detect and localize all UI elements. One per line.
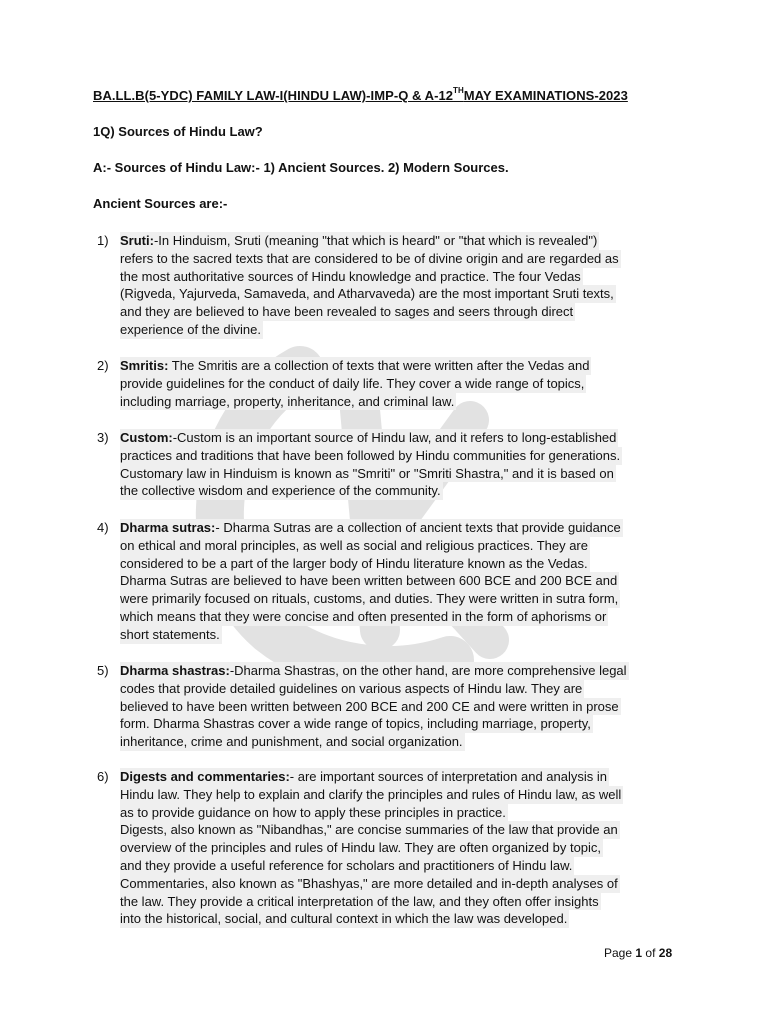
item-number: 6) [97,769,109,784]
item-line: provide guidelines for the conduct of daily life. They cover a wide range of topics, [120,375,585,391]
item-line: the law. They provide a critical interpretation of the law, and they often offer insights [120,893,599,909]
item-number: 3) [97,430,109,445]
item-line: Digests, also known as "Nibandhas," are concise summaries of the law that provide an [120,822,618,838]
item-line: which means that they were concise and often presented in the form of aphorisms or [120,608,607,624]
item-line: Digests and commentaries:- are important sources of interpretation and analysis in [120,769,607,784]
item-line: Sruti:-In Hinduism, Sruti (meaning "that which is heard" or "that which is revealed") [120,233,598,248]
item-term: Smritis: [120,358,169,373]
item-line: Dharma shastras:-Dharma Shastras, on the other hand, are more comprehensive legal [120,663,627,678]
page-number-footer [604,946,672,960]
item-line: on ethical and moral principles, as well as social and religious practices. They are [120,537,588,553]
item-text [120,519,680,644]
item-line: into the historical, social, and cultural context in which the law was developed. [120,911,568,927]
item-term: Digests and commentaries: [120,769,290,784]
item-line: practices and traditions that have been followed by Hindu communities for generations. [120,447,621,463]
item-line: Dharma Sutras are believed to have been written between 600 BCE and 200 BCE and [120,573,618,589]
title-main: BA.LL.B(5-YDC) FAMILY LAW-I(HINDU LAW)-IMP-Q & A-12 [93,88,454,103]
item-number: 5) [97,663,109,678]
item-text [120,232,680,339]
item-text [120,429,680,500]
item-line: codes that provide detailed guidelines on various aspects of Hindu law. They are [120,680,583,696]
item-line: overview of the principles and rules of Hindu law. They are often organized by topic, [120,840,602,856]
item-line: form. Dharma Shastras cover a wide range of topics, including marriage, property, [120,716,591,732]
item-line: considered to be a part of the larger body of Hindu literature known as the Vedas. [120,555,588,571]
footer-page-num: 1 [635,946,643,960]
item-line: were primarily focused on rituals, customs, and duties. They were written in sutra form, [120,591,619,607]
item-term: Custom: [120,430,173,445]
item-line: and they are believed to have been revealed to sages and seers through direct [120,304,574,320]
item-line: including marriage, property, inheritance, and criminal law. [120,393,455,409]
item-line: experience of the divine. [120,321,261,337]
item-line: believed to have been written between 200 BCE and 200 CE and were written in prose [120,698,619,714]
item-line: the collective wisdom and experience of the community. [120,483,441,499]
question-heading: 1Q) Sources of Hindu Law? [93,124,263,139]
footer-page-word: Page [604,946,633,960]
item-line: as to provide guidance on how to apply these principles in practice. [120,804,506,820]
answer-intro: A:- Sources of Hindu Law:- 1) Ancient Sources. 2) Modern Sources. [93,160,509,175]
document-title [93,88,628,103]
item-line: Custom:-Custom is an important source of Hindu law, and it refers to long-established [120,430,617,445]
item-line: Hindu law. They help to explain and clarify the principles and rules of Hindu law, as well [120,786,622,802]
item-line: short statements. [120,626,220,642]
item-term: Sruti: [120,233,154,248]
title-tail: MAY EXAMINATIONS-2023 [463,88,628,103]
item-line: Commentaries, also known as "Bhashyas," are more detailed and in-depth analyses of [120,875,618,891]
item-number: 1) [97,233,109,248]
item-line: inheritance, crime and punishment, and social organization. [120,734,463,750]
ancient-sources-heading: Ancient Sources are:- [93,196,228,211]
item-line: refers to the sacred texts that are considered to be of divine origin and are regarded as [120,250,619,266]
item-number: 4) [97,520,109,535]
item-line: and they provide a useful reference for scholars and practitioners of Hindu law. [120,857,573,873]
item-term: Dharma shastras: [120,663,230,678]
item-text [120,662,680,751]
item-line: (Rigveda, Yajurveda, Samaveda, and Atharvaveda) are the most important Sruti texts, [120,286,614,302]
item-text [120,357,680,410]
item-line: Dharma sutras:- Dharma Sutras are a collection of ancient texts that provide guidance [120,520,621,535]
item-line: Smritis: The Smritis are a collection of texts that were written after the Vedas and [120,358,590,373]
footer-page-total: 28 [658,946,673,960]
title-superscript: TH [453,86,464,95]
item-number: 2) [97,358,109,373]
item-line: Customary law in Hinduism is known as "Smriti" or "Smriti Shastra," and it is based on [120,465,614,481]
item-term: Dharma sutras: [120,520,216,535]
item-line: the most authoritative sources of Hindu knowledge and practice. The four Vedas [120,268,581,284]
item-text [120,768,680,928]
footer-of-word: of [645,946,656,960]
